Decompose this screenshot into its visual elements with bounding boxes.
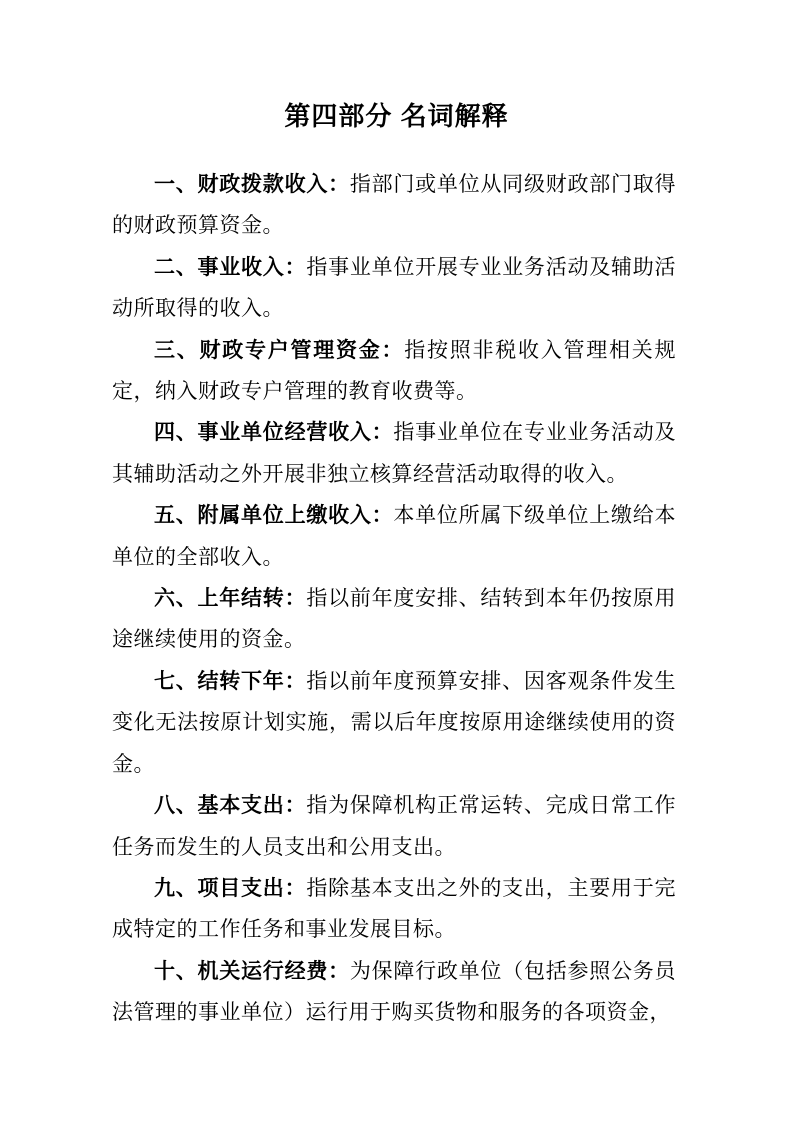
term-definition: 为保障行政单位（包括参照公务员法管理的事业单位）运行用于购买货物和服务的各项资金， xyxy=(112,958,677,1025)
term-label: 五、附属单位上缴收入： xyxy=(154,504,394,528)
term-definition: 本单位所属下级单位上缴给本单位的全部收入。 xyxy=(112,503,677,569)
term-label: 一、财政拨款收入： xyxy=(154,173,350,196)
term-label: 八、基本支出： xyxy=(154,794,307,818)
term-label: 九、项目支出： xyxy=(154,876,307,900)
term-paragraph xyxy=(112,868,676,951)
term-label: 七、结转下年： xyxy=(154,669,307,693)
term-label: 二、事业收入： xyxy=(154,255,307,279)
term-label: 十、机关运行经费： xyxy=(154,959,350,983)
term-definition: 指按照非税收入管理相关规定，纳入财政专户管理的教育收费等。 xyxy=(112,337,676,404)
term-definition: 指为保障机构正常运转、完成日常工作任务而发生的人员支出和公用支出。 xyxy=(112,793,677,859)
term-definition: 指事业单位在专业业务活动及其辅助活动之外开展非独立核算经营活动取得的收入。 xyxy=(112,420,677,486)
term-definition: 指以前年度预算安排、因客观条件发生变化无法按原计划实施，需以后年度按原用途继续使用的资金。 xyxy=(112,668,677,776)
term-label: 三、财政专户管理资金： xyxy=(154,338,405,362)
term-label: 六、上年结转： xyxy=(154,587,307,611)
term-definition: 指事业单位开展专业业务活动及辅助活动所取得的收入。 xyxy=(112,254,677,321)
term-paragraph xyxy=(112,495,676,578)
terms-list xyxy=(112,164,676,1034)
term-label: 四、事业单位经营收入： xyxy=(154,421,394,445)
term-paragraph xyxy=(112,951,676,1034)
term-definition: 指除基本支出之外的支出，主要用于完成特定的工作任务和事业发展目标。 xyxy=(112,875,677,942)
term-paragraph xyxy=(112,330,676,413)
term-paragraph xyxy=(112,661,676,785)
term-paragraph xyxy=(112,578,676,661)
term-paragraph xyxy=(112,164,676,247)
term-definition: 指部门或单位从同级财政部门取得的财政预算资金。 xyxy=(112,172,677,238)
term-paragraph xyxy=(112,247,676,330)
page-title: 第四部分 名词解释 xyxy=(284,101,509,131)
term-paragraph xyxy=(112,412,676,495)
term-definition: 指以前年度安排、结转到本年仍按原用途继续使用的资金。 xyxy=(112,586,677,652)
term-paragraph xyxy=(112,785,676,868)
